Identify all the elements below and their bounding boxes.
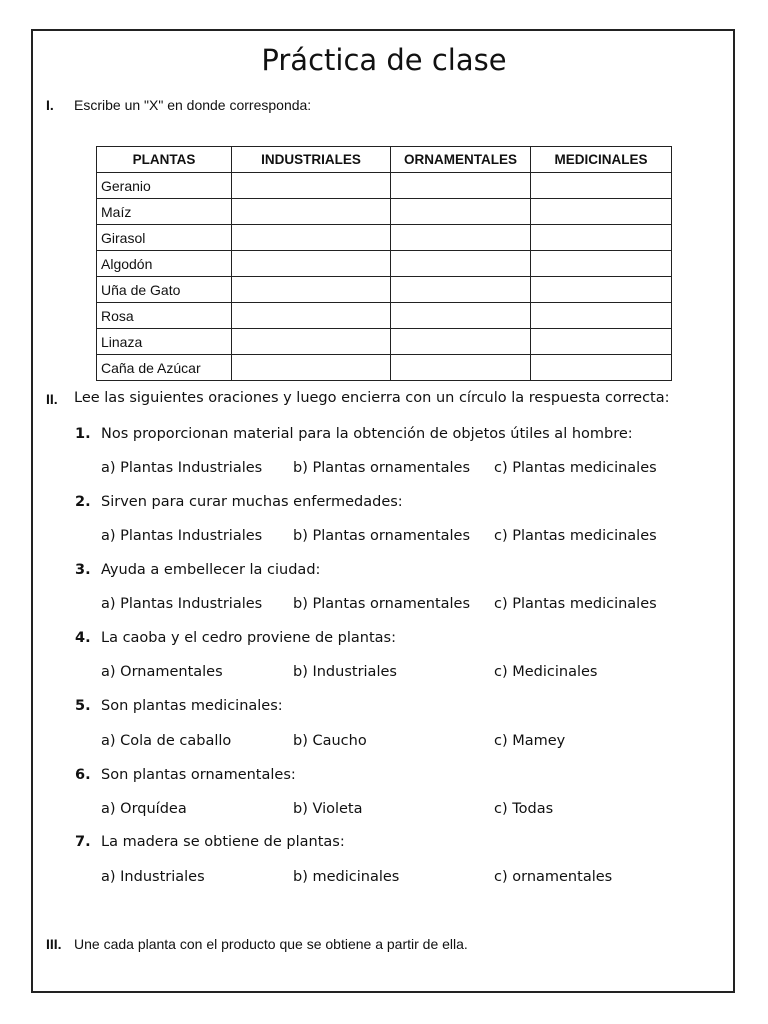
option-a[interactable]: a) Plantas Industriales xyxy=(101,528,263,544)
plant-name: Rosa xyxy=(97,303,232,329)
page-title: Práctica de clase xyxy=(261,43,507,77)
question-2 xyxy=(75,494,403,510)
option-a[interactable]: a) Plantas Industriales xyxy=(101,596,263,612)
question-number: 4. xyxy=(75,630,91,646)
header-medicinales: MEDICINALES xyxy=(531,147,672,173)
table-row xyxy=(97,225,672,251)
option-a[interactable]: a) Plantas Industriales xyxy=(101,460,263,476)
option-c[interactable]: c) Mamey xyxy=(494,733,566,749)
question-text: Son plantas ornamentales: xyxy=(101,767,296,783)
answer-cell-ornamentales[interactable] xyxy=(391,199,531,225)
question-number: 7. xyxy=(75,834,91,850)
answer-cell-medicinales[interactable] xyxy=(531,225,672,251)
header-plantas: PLANTAS xyxy=(97,147,232,173)
table-row xyxy=(97,251,672,277)
question-number: 5. xyxy=(75,698,91,714)
answer-cell-medicinales[interactable] xyxy=(531,303,672,329)
question-number: 6. xyxy=(75,767,91,783)
answer-cell-industriales[interactable] xyxy=(232,225,391,251)
section-3-instruction: Une cada planta con el producto que se obtiene a partir de ella. xyxy=(74,936,468,952)
option-b[interactable]: b) Caucho xyxy=(293,733,367,749)
answer-cell-ornamentales[interactable] xyxy=(391,277,531,303)
question-5 xyxy=(75,698,283,714)
answer-cell-ornamentales[interactable] xyxy=(391,251,531,277)
section-3-number: III. xyxy=(46,936,62,952)
plant-name: Caña de Azúcar xyxy=(97,355,232,381)
question-text: La madera se obtiene de plantas: xyxy=(101,834,345,850)
answer-cell-medicinales[interactable] xyxy=(531,355,672,381)
option-a[interactable]: a) Industriales xyxy=(101,869,205,885)
answer-cell-industriales[interactable] xyxy=(232,303,391,329)
plant-name: Uña de Gato xyxy=(97,277,232,303)
answer-cell-ornamentales[interactable] xyxy=(391,173,531,199)
option-a[interactable]: a) Orquídea xyxy=(101,801,187,817)
question-6 xyxy=(75,767,296,783)
plant-name: Linaza xyxy=(97,329,232,355)
question-4 xyxy=(75,630,396,646)
answer-cell-medicinales[interactable] xyxy=(531,251,672,277)
question-3 xyxy=(75,562,320,578)
table-row xyxy=(97,303,672,329)
option-c[interactable]: c) Plantas medicinales xyxy=(494,596,657,612)
answer-cell-medicinales[interactable] xyxy=(531,199,672,225)
answer-cell-ornamentales[interactable] xyxy=(391,225,531,251)
option-c[interactable]: c) Plantas medicinales xyxy=(494,528,657,544)
question-7 xyxy=(75,834,345,850)
answer-cell-industriales[interactable] xyxy=(232,277,391,303)
question-1 xyxy=(75,426,633,442)
option-c[interactable]: c) Plantas medicinales xyxy=(494,460,657,476)
answer-cell-industriales[interactable] xyxy=(232,199,391,225)
table-row xyxy=(97,277,672,303)
answer-cell-medicinales[interactable] xyxy=(531,277,672,303)
option-b[interactable]: b) Plantas ornamentales xyxy=(293,460,471,476)
header-industriales: INDUSTRIALES xyxy=(232,147,391,173)
plant-name: Geranio xyxy=(97,173,232,199)
answer-cell-industriales[interactable] xyxy=(232,251,391,277)
option-a[interactable]: a) Cola de caballo xyxy=(101,733,232,749)
table-row xyxy=(97,355,672,381)
option-b[interactable]: b) Violeta xyxy=(293,801,363,817)
answer-cell-ornamentales[interactable] xyxy=(391,303,531,329)
header-ornamentales: ORNAMENTALES xyxy=(391,147,531,173)
option-b[interactable]: b) Plantas ornamentales xyxy=(293,596,471,612)
question-number: 1. xyxy=(75,426,91,442)
answer-cell-industriales[interactable] xyxy=(232,355,391,381)
question-number: 3. xyxy=(75,562,91,578)
question-number: 2. xyxy=(75,494,91,510)
plants-table xyxy=(96,146,672,381)
question-text: Sirven para curar muchas enfermedades: xyxy=(101,494,403,510)
table-row xyxy=(97,173,672,199)
plant-name: Maíz xyxy=(97,199,232,225)
answer-cell-industriales[interactable] xyxy=(232,173,391,199)
option-b[interactable]: b) Plantas ornamentales xyxy=(293,528,471,544)
question-text: Son plantas medicinales: xyxy=(101,698,283,714)
answer-cell-ornamentales[interactable] xyxy=(391,329,531,355)
answer-cell-industriales[interactable] xyxy=(232,329,391,355)
answer-cell-medicinales[interactable] xyxy=(531,173,672,199)
option-b[interactable]: b) medicinales xyxy=(293,869,400,885)
question-text: Nos proporcionan material para la obtención de objetos útiles al hombre: xyxy=(101,426,633,442)
option-c[interactable]: c) Medicinales xyxy=(494,664,598,680)
section-1-instruction: Escribe un "X" en donde corresponda: xyxy=(74,97,312,113)
option-a[interactable]: a) Ornamentales xyxy=(101,664,223,680)
section-1-number: I. xyxy=(46,97,54,113)
table-header-row xyxy=(97,147,672,173)
question-text: Ayuda a embellecer la ciudad: xyxy=(101,562,321,578)
table-row xyxy=(97,199,672,225)
option-c[interactable]: c) ornamentales xyxy=(494,869,613,885)
table-row xyxy=(97,329,672,355)
option-c[interactable]: c) Todas xyxy=(494,801,554,817)
section-2-number: II. xyxy=(46,391,58,407)
section-2-instruction: Lee las siguientes oraciones y luego encierra con un círculo la respuesta correcta: xyxy=(74,390,670,406)
answer-cell-medicinales[interactable] xyxy=(531,329,672,355)
answer-cell-ornamentales[interactable] xyxy=(391,355,531,381)
plant-name: Girasol xyxy=(97,225,232,251)
question-text: La caoba y el cedro proviene de plantas: xyxy=(101,630,396,646)
option-b[interactable]: b) Industriales xyxy=(293,664,397,680)
plant-name: Algodón xyxy=(97,251,232,277)
